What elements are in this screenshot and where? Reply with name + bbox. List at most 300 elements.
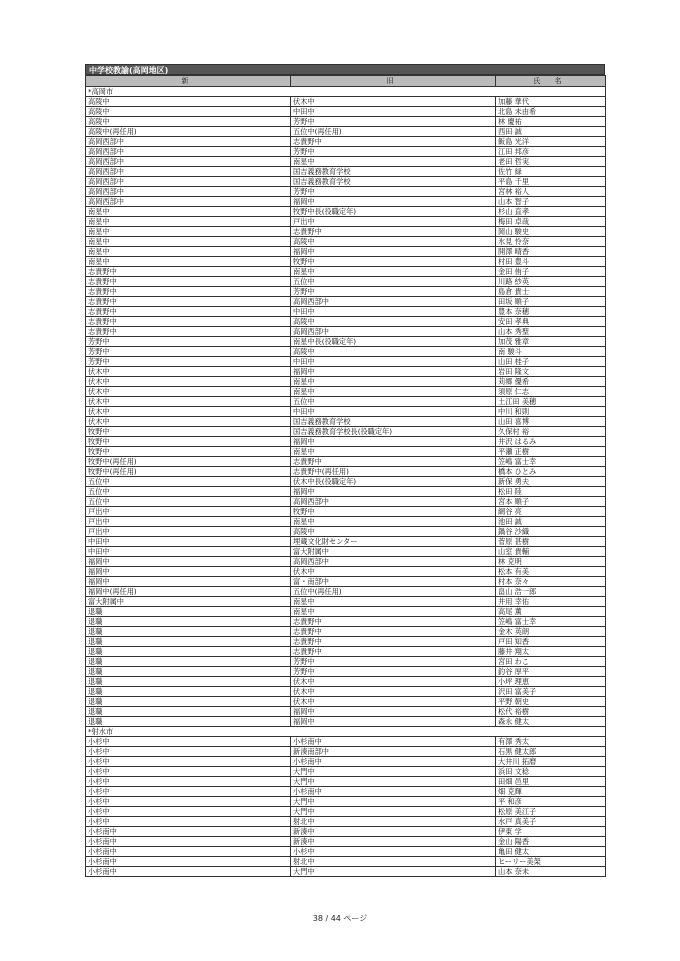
new-school-cell: 高岡西部中 [86, 197, 291, 207]
old-school-cell: 埋蔵文化財センター [291, 537, 496, 547]
table-row [86, 97, 606, 107]
new-school-cell: 南星中 [86, 257, 291, 267]
teacher-name-cell: 笠嶋 富士幸 [496, 457, 606, 467]
teacher-name-cell: 老田 哲実 [496, 157, 606, 167]
new-school-cell: 芳野中 [86, 347, 291, 357]
transfer-table [85, 75, 606, 877]
new-school-cell: 富大附属中 [86, 597, 291, 607]
old-school-cell: 小杉南中 [291, 737, 496, 747]
new-school-cell: 小杉中 [86, 747, 291, 757]
old-school-cell: 南星中 [291, 447, 496, 457]
teacher-name-cell: 伊東 学 [496, 827, 606, 837]
old-school-cell: 国吉義務教育学校 [291, 177, 496, 187]
old-school-cell: 伏木中 [291, 567, 496, 577]
old-school-cell: 南星中 [291, 157, 496, 167]
new-school-cell: 芳野中 [86, 337, 291, 347]
old-school-cell: 福岡中 [291, 247, 496, 257]
table-row [86, 127, 606, 137]
new-school-cell: 高岡西部中 [86, 157, 291, 167]
new-school-cell: 退職 [86, 657, 291, 667]
old-school-cell: 芳野中 [291, 287, 496, 297]
table-row [86, 627, 606, 637]
table-row [86, 587, 606, 597]
table-row [86, 807, 606, 817]
old-school-cell: 高岡西部中 [291, 327, 496, 337]
old-school-cell: 中田中 [291, 407, 496, 417]
old-school-cell: 南星中長(役職定年) [291, 337, 496, 347]
teacher-name-cell: 井沢 はるみ [496, 437, 606, 447]
new-school-cell: 小杉南中 [86, 827, 291, 837]
old-school-cell: 福岡中 [291, 367, 496, 377]
table-row [86, 447, 606, 457]
teacher-name-cell: 金木 英朗 [496, 627, 606, 637]
new-school-cell: 退職 [86, 717, 291, 727]
table-row [86, 837, 606, 847]
table-row [86, 237, 606, 247]
section-row [86, 727, 606, 737]
new-school-cell: 志貴野中 [86, 277, 291, 287]
new-school-cell: 小杉南中 [86, 847, 291, 857]
old-school-cell: 芳野中 [291, 147, 496, 157]
old-school-cell: 伏木中 [291, 697, 496, 707]
old-school-cell: 国吉義務教育学校 [291, 167, 496, 177]
new-school-cell: 牧野中 [86, 427, 291, 437]
old-school-cell: 福岡中 [291, 197, 496, 207]
new-school-cell: 小杉中 [86, 777, 291, 787]
teacher-name-cell: 村田 豊斗 [496, 257, 606, 267]
old-school-cell: 国吉義務教育学校 [291, 417, 496, 427]
old-school-cell: 小杉南中 [291, 757, 496, 767]
new-school-cell: 退職 [86, 627, 291, 637]
new-school-cell: 牧野中 [86, 447, 291, 457]
staff-transfer-sheet [85, 64, 605, 877]
teacher-name-cell: 梅田 卓哉 [496, 217, 606, 227]
new-school-cell: 南星中 [86, 217, 291, 227]
teacher-name-cell: 田坂 順子 [496, 297, 606, 307]
table-row [86, 427, 606, 437]
new-school-cell: 牧野中(再任用) [86, 457, 291, 467]
teacher-name-cell: 畑 克輝 [496, 787, 606, 797]
old-school-cell: 福岡中 [291, 707, 496, 717]
new-school-cell: 高陵中 [86, 117, 291, 127]
teacher-name-cell: 宮林 裕人 [496, 187, 606, 197]
teacher-name-cell: 加茂 雅章 [496, 337, 606, 347]
new-school-cell: 小杉南中 [86, 867, 291, 877]
new-school-cell: 退職 [86, 677, 291, 687]
new-school-cell: 南星中 [86, 227, 291, 237]
teacher-name-cell: 金山 陽香 [496, 837, 606, 847]
old-school-cell: 高陵中 [291, 527, 496, 537]
teacher-name-cell: 林 慶祐 [496, 117, 606, 127]
old-school-cell: 高陵中 [291, 237, 496, 247]
teacher-name-cell: 松本 有美 [496, 567, 606, 577]
new-school-cell: 小杉中 [86, 807, 291, 817]
table-row [86, 267, 606, 277]
section-empty-cell [291, 87, 496, 97]
old-school-cell: 国吉義務教育学校長(役職定年) [291, 427, 496, 437]
teacher-name-cell: 藤井 翔太 [496, 647, 606, 657]
old-school-cell: 射北中 [291, 817, 496, 827]
teacher-name-cell: 林 克明 [496, 557, 606, 567]
table-row [86, 407, 606, 417]
old-school-cell: 志貴野中 [291, 457, 496, 467]
new-school-cell: 志貴野中 [86, 287, 291, 297]
new-school-cell: 高岡西部中 [86, 187, 291, 197]
teacher-name-cell: 土江田 美穂 [496, 397, 606, 407]
table-row [86, 417, 606, 427]
table-row [86, 617, 606, 627]
teacher-name-cell: 岡山 駿史 [496, 227, 606, 237]
new-school-cell: 福岡中 [86, 557, 291, 567]
teacher-name-cell: 大井川 拓磨 [496, 757, 606, 767]
new-school-cell: 小杉中 [86, 757, 291, 767]
table-row [86, 867, 606, 877]
teacher-name-cell: 石黒 健太郎 [496, 747, 606, 757]
section-row [86, 87, 606, 97]
table-row [86, 397, 606, 407]
table-row [86, 287, 606, 297]
table-row [86, 697, 606, 707]
table-row [86, 157, 606, 167]
table-row [86, 747, 606, 757]
table-row [86, 217, 606, 227]
table-row [86, 367, 606, 377]
section-empty-cell [291, 727, 496, 737]
old-school-cell: 五位中 [291, 397, 496, 407]
teacher-name-cell: 橋本 ひとみ [496, 467, 606, 477]
teacher-name-cell: 安田 孝典 [496, 317, 606, 327]
header-name: 氏 名 [496, 76, 606, 87]
old-school-cell: 高岡西部中 [291, 557, 496, 567]
table-row [86, 847, 606, 857]
teacher-name-cell: 高尾 薫 [496, 607, 606, 617]
teacher-name-cell: 平島 千里 [496, 177, 606, 187]
old-school-cell: 射北中 [291, 857, 496, 867]
table-body [86, 87, 606, 877]
teacher-name-cell: 松原 美江子 [496, 807, 606, 817]
table-row [86, 377, 606, 387]
table-row [86, 357, 606, 367]
table-row [86, 637, 606, 647]
old-school-cell: 高岡西部中 [291, 497, 496, 507]
teacher-name-cell: 有澤 秀太 [496, 737, 606, 747]
table-row [86, 777, 606, 787]
teacher-name-cell: 飯島 光洋 [496, 137, 606, 147]
table-row [86, 797, 606, 807]
table-row [86, 817, 606, 827]
new-school-cell: 戸出中 [86, 527, 291, 537]
table-row [86, 757, 606, 767]
old-school-cell: 大門中 [291, 767, 496, 777]
table-row [86, 467, 606, 477]
teacher-name-cell: ヒーリー美架 [496, 857, 606, 867]
old-school-cell: 富大附属中 [291, 547, 496, 557]
old-school-cell: 志貴野中 [291, 627, 496, 637]
old-school-cell: 五位中(再任用) [291, 127, 496, 137]
old-school-cell: 南星中 [291, 607, 496, 617]
table-row [86, 787, 606, 797]
table-row [86, 597, 606, 607]
table-row [86, 577, 606, 587]
new-school-cell: 小杉南中 [86, 837, 291, 847]
table-row [86, 187, 606, 197]
table-row [86, 497, 606, 507]
teacher-name-cell: 山田 桂子 [496, 357, 606, 367]
table-row [86, 387, 606, 397]
old-school-cell: 富・南部中 [291, 577, 496, 587]
table-row [86, 207, 606, 217]
section-empty-cell [496, 727, 606, 737]
new-school-cell: 高陵中 [86, 97, 291, 107]
old-school-cell: 伏木中長(役職定年) [291, 477, 496, 487]
teacher-name-cell: 松田 陸 [496, 487, 606, 497]
new-school-cell: 南星中 [86, 207, 291, 217]
new-school-cell: 小杉中 [86, 817, 291, 827]
old-school-cell: 芳野中 [291, 117, 496, 127]
new-school-cell: 退職 [86, 637, 291, 647]
new-school-cell: 志貴野中 [86, 297, 291, 307]
table-row [86, 277, 606, 287]
new-school-cell: 福岡中 [86, 577, 291, 587]
old-school-cell: 新湊南部中 [291, 747, 496, 757]
old-school-cell: 戸出中 [291, 217, 496, 227]
old-school-cell: 大門中 [291, 797, 496, 807]
section-label: *高岡市 [86, 87, 291, 97]
table-row [86, 607, 606, 617]
table-row [86, 737, 606, 747]
old-school-cell: 五位中 [291, 277, 496, 287]
header-row [86, 76, 606, 87]
old-school-cell: 志貴野中 [291, 637, 496, 647]
teacher-name-cell: 畠山 浩一郎 [496, 587, 606, 597]
old-school-cell: 大門中 [291, 807, 496, 817]
new-school-cell: 退職 [86, 697, 291, 707]
table-row [86, 857, 606, 867]
table-row [86, 147, 606, 157]
table-row [86, 717, 606, 727]
new-school-cell: 牧野中(再任用) [86, 467, 291, 477]
table-row [86, 177, 606, 187]
teacher-name-cell: 浜田 文稔 [496, 767, 606, 777]
teacher-name-cell: 加藤 華代 [496, 97, 606, 107]
teacher-name-cell: 沢田 富美子 [496, 687, 606, 697]
new-school-cell: 小杉中 [86, 797, 291, 807]
old-school-cell: 小杉中 [291, 847, 496, 857]
page-footer: 38 / 44 ページ [312, 914, 368, 923]
teacher-name-cell: 釣谷 厚平 [496, 667, 606, 677]
table-row [86, 537, 606, 547]
table-row [86, 107, 606, 117]
new-school-cell: 南星中 [86, 237, 291, 247]
table-row [86, 507, 606, 517]
old-school-cell: 牧野中 [291, 257, 496, 267]
new-school-cell: 小杉中 [86, 767, 291, 777]
teacher-name-cell: 中川 和則 [496, 407, 606, 417]
teacher-name-cell: 村本 奈々 [496, 577, 606, 587]
new-school-cell: 高岡西部中 [86, 147, 291, 157]
new-school-cell: 退職 [86, 617, 291, 627]
table-row [86, 687, 606, 697]
new-school-cell: 高陵中 [86, 107, 291, 117]
table-row [86, 827, 606, 837]
table-row [86, 117, 606, 127]
teacher-name-cell: 久保村 裕 [496, 427, 606, 437]
old-school-cell: 新湊中 [291, 827, 496, 837]
old-school-cell: 新湊中 [291, 837, 496, 847]
table-row [86, 257, 606, 267]
old-school-cell: 五位中(再任用) [291, 587, 496, 597]
teacher-name-cell: 島倉 貴士 [496, 287, 606, 297]
teacher-name-cell: 田畑 邑里 [496, 777, 606, 787]
table-row [86, 477, 606, 487]
old-school-cell: 志貴野中 [291, 227, 496, 237]
teacher-name-cell: 山室 貴輔 [496, 547, 606, 557]
old-school-cell: 南星中 [291, 267, 496, 277]
old-school-cell: 伏木中 [291, 97, 496, 107]
teacher-name-cell: 戸田 知香 [496, 637, 606, 647]
old-school-cell: 芳野中 [291, 667, 496, 677]
new-school-cell: 志貴野中 [86, 307, 291, 317]
new-school-cell: 戸出中 [86, 507, 291, 517]
teacher-name-cell: 金田 侑子 [496, 267, 606, 277]
teacher-name-cell: 松代 裕樹 [496, 707, 606, 717]
table-row [86, 657, 606, 667]
new-school-cell: 中田中 [86, 537, 291, 547]
old-school-cell: 芳野中 [291, 657, 496, 667]
teacher-name-cell: 須原 仁志 [496, 387, 606, 397]
old-school-cell: 中田中 [291, 307, 496, 317]
new-school-cell: 高陵中(再任用) [86, 127, 291, 137]
table-row [86, 487, 606, 497]
new-school-cell: 福岡中(再任用) [86, 587, 291, 597]
old-school-cell: 志貴野中(再任用) [291, 467, 496, 477]
teacher-name-cell: 鍋谷 沙織 [496, 527, 606, 537]
section-empty-cell [496, 87, 606, 97]
old-school-cell: 中田中 [291, 357, 496, 367]
teacher-name-cell: 亀田 健太 [496, 847, 606, 857]
table-row [86, 337, 606, 347]
header-old: 旧 [291, 76, 496, 87]
old-school-cell: 高陵中 [291, 317, 496, 327]
old-school-cell: 志貴野中 [291, 647, 496, 657]
new-school-cell: 五位中 [86, 497, 291, 507]
table-row [86, 327, 606, 337]
old-school-cell: 福岡中 [291, 487, 496, 497]
teacher-name-cell: 笠嶋 富士幸 [496, 617, 606, 627]
new-school-cell: 中田中 [86, 547, 291, 557]
table-row [86, 347, 606, 357]
table-row [86, 457, 606, 467]
table-row [86, 197, 606, 207]
old-school-cell: 大門中 [291, 777, 496, 787]
old-school-cell: 福岡中 [291, 717, 496, 727]
teacher-name-cell: 新保 勇夫 [496, 477, 606, 487]
teacher-name-cell: 水戸 真美子 [496, 817, 606, 827]
old-school-cell: 志貴野中 [291, 137, 496, 147]
old-school-cell: 大門中 [291, 867, 496, 877]
teacher-name-cell: 平 和彦 [496, 797, 606, 807]
teacher-name-cell: 岩田 隆文 [496, 367, 606, 377]
new-school-cell: 高岡西部中 [86, 177, 291, 187]
new-school-cell: 退職 [86, 687, 291, 697]
teacher-name-cell: 杉山 直孝 [496, 207, 606, 217]
table-row [86, 767, 606, 777]
old-school-cell: 南星中 [291, 387, 496, 397]
old-school-cell: 牧野中長(役職定年) [291, 207, 496, 217]
teacher-name-cell: 山本 秀聖 [496, 327, 606, 337]
table-row [86, 567, 606, 577]
table-row [86, 297, 606, 307]
new-school-cell: 伏木中 [86, 377, 291, 387]
teacher-name-cell: 山本 奈未 [496, 867, 606, 877]
new-school-cell: 牧野中 [86, 437, 291, 447]
new-school-cell: 高岡西部中 [86, 137, 291, 147]
new-school-cell: 五位中 [86, 487, 291, 497]
new-school-cell: 伏木中 [86, 417, 291, 427]
table-row [86, 527, 606, 537]
table-row [86, 307, 606, 317]
new-school-cell: 南星中 [86, 247, 291, 257]
new-school-cell: 志貴野中 [86, 327, 291, 337]
teacher-name-cell: 井用 幸佑 [496, 597, 606, 607]
old-school-cell: 牧野中 [291, 507, 496, 517]
table-row [86, 317, 606, 327]
table-row [86, 137, 606, 147]
old-school-cell: 高岡西部中 [291, 297, 496, 307]
sheet-caption: 中学校教諭(高岡地区) [85, 64, 605, 75]
table-row [86, 677, 606, 687]
teacher-name-cell: 江田 邦彦 [496, 147, 606, 157]
new-school-cell: 小杉中 [86, 737, 291, 747]
old-school-cell: 伏木中 [291, 687, 496, 697]
teacher-name-cell: 南 駿斗 [496, 347, 606, 357]
old-school-cell: 高陵中 [291, 347, 496, 357]
teacher-name-cell: 氷見 怜奈 [496, 237, 606, 247]
table-row [86, 517, 606, 527]
old-school-cell: 南星中 [291, 517, 496, 527]
teacher-name-cell: 豊本 奈穂 [496, 307, 606, 317]
teacher-name-cell: 宮本 順子 [496, 497, 606, 507]
new-school-cell: 退職 [86, 607, 291, 617]
table-row [86, 247, 606, 257]
teacher-name-cell: 西田 誠 [496, 127, 606, 137]
new-school-cell: 芳野中 [86, 357, 291, 367]
new-school-cell: 伏木中 [86, 387, 291, 397]
new-school-cell: 小杉南中 [86, 857, 291, 867]
old-school-cell: 小杉南中 [291, 787, 496, 797]
teacher-name-cell: 苅郷 優希 [496, 377, 606, 387]
old-school-cell: 伏木中 [291, 677, 496, 687]
teacher-name-cell: 北島 未由希 [496, 107, 606, 117]
new-school-cell: 五位中 [86, 477, 291, 487]
table-row [86, 227, 606, 237]
new-school-cell: 戸出中 [86, 517, 291, 527]
new-school-cell: 退職 [86, 647, 291, 657]
table-row [86, 167, 606, 177]
teacher-name-cell: 佐竹 緑 [496, 167, 606, 177]
teacher-name-cell: 開澤 晴香 [496, 247, 606, 257]
old-school-cell: 福岡中 [291, 437, 496, 447]
teacher-name-cell: 宮田 わこ [496, 657, 606, 667]
table-row [86, 667, 606, 677]
teacher-name-cell: 川路 紗英 [496, 277, 606, 287]
new-school-cell: 高岡西部中 [86, 167, 291, 177]
old-school-cell: 南星中 [291, 597, 496, 607]
new-school-cell: 伏木中 [86, 397, 291, 407]
table-row [86, 437, 606, 447]
header-new: 新 [86, 76, 291, 87]
old-school-cell: 中田中 [291, 107, 496, 117]
